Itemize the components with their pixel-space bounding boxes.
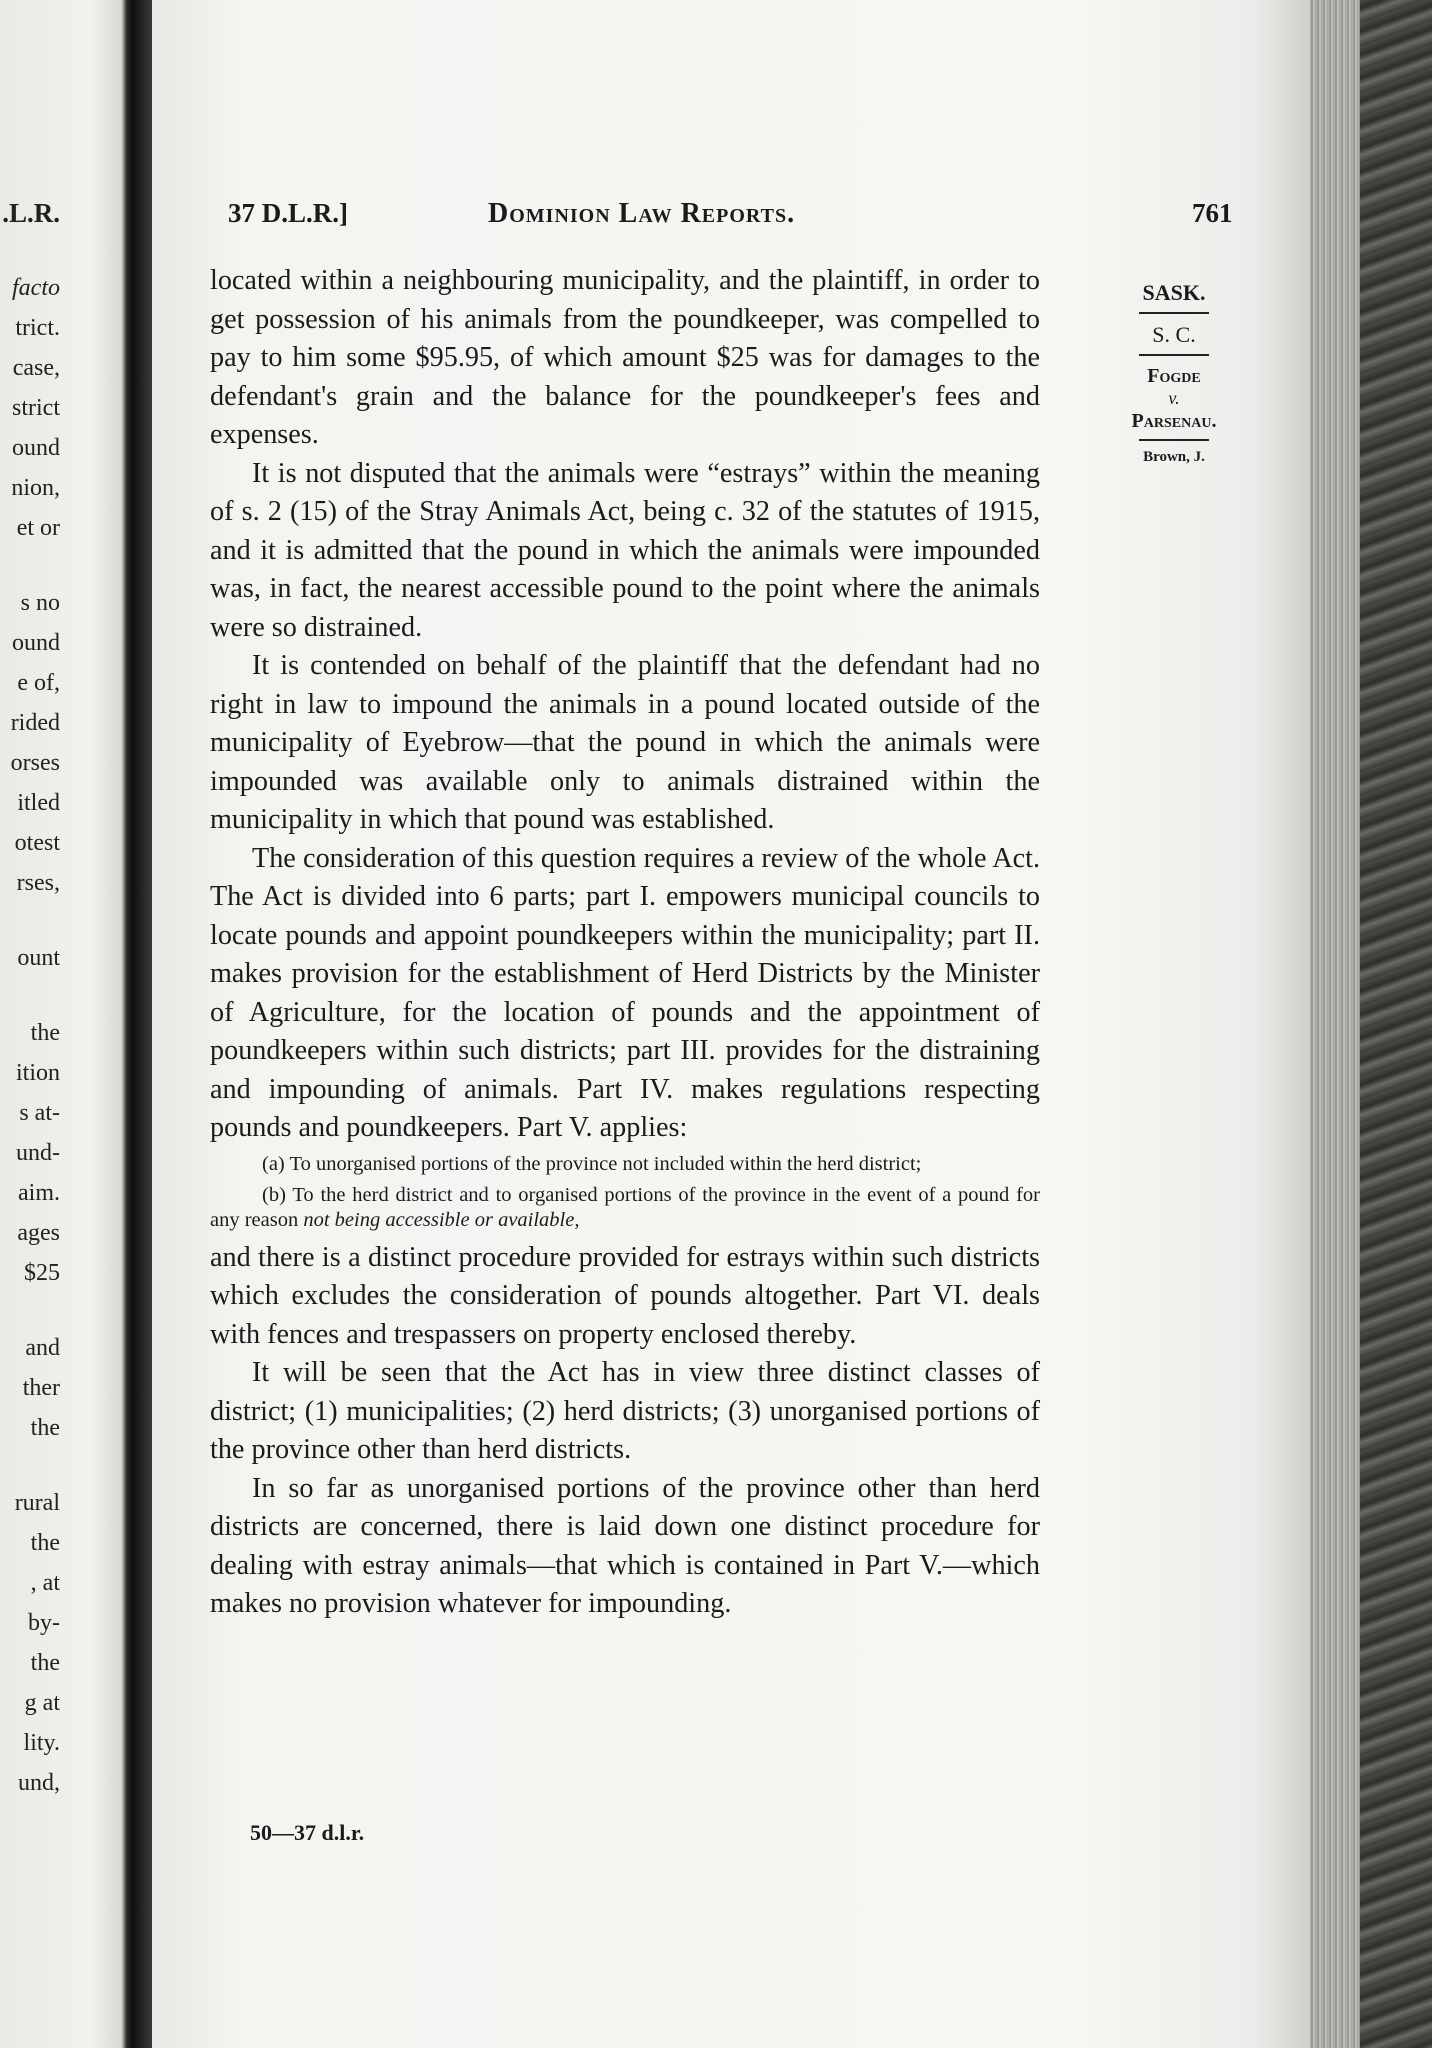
versus: v. (1168, 388, 1180, 408)
publication-title: Dominion Law Reports. (488, 198, 796, 229)
left-page-text-fragment: $25 (24, 1260, 60, 1286)
paragraph: It is not disputed that the animals were “estrays” within the meaning of s. 2 (15) of the Stray Animals Act, being c. 32 of the statutes of 1915, and it is admitted that the pound in which the animals were impounded was, in fact, the nearest accessible pound to the point where the animals were so distrained. (210, 457, 1040, 643)
paragraph: located within a neighbouring municipality, and the plaintiff, in order to get possession of his animals from the poundkeeper, was compelled to pay to him some $95.95, of which amount $25 was for damages to the defendant's grain and the balance for the poundkeeper's fees and expenses. (210, 265, 1040, 450)
left-page-text-fragment: g at (24, 1690, 60, 1716)
left-page-text-fragment: et or (16, 515, 60, 541)
page (152, 0, 1310, 2048)
left-page-text-fragment: strict (12, 395, 60, 421)
page-edges (1310, 0, 1360, 2048)
left-page-text-fragment: rses, (16, 870, 60, 896)
left-page-text-fragment: nion, (11, 475, 60, 501)
quote-b-emphasis: not being accessible or available, (303, 1208, 580, 1231)
left-page-fragment (0, 0, 132, 2048)
left-page-text-fragment: orses (10, 750, 60, 776)
left-page-text-fragment: facto (12, 275, 60, 301)
book-gutter (132, 0, 152, 2048)
court-label: S. C. (1152, 322, 1196, 347)
judge-label: Brown, J. (1143, 449, 1205, 465)
left-page-text-fragment: trict. (15, 315, 60, 341)
left-page-text-fragment: und, (18, 1770, 60, 1796)
left-page-text-fragment: und- (16, 1140, 60, 1166)
left-page-text-fragment: rural (14, 1490, 60, 1516)
left-page-text-fragment: s at- (19, 1100, 60, 1126)
province-label: SASK. (1142, 280, 1206, 305)
quote-b-text: (b) To the herd district and to organised portions of the province in the event of a pound for any reason (210, 1183, 1040, 1231)
left-page-text-fragment: by- (28, 1610, 60, 1636)
party-two: Parsenau. (1131, 410, 1217, 432)
margin-notes (1104, 280, 1244, 466)
left-page-text-fragment: ages (17, 1220, 60, 1246)
left-page-text-fragment: s no (20, 590, 60, 616)
paragraph: It is contended on behalf of the plaintiff that the defendant had no right in law to impound the animals in a pound located outside of the municipality of Eyebrow—that the pound in which the animals were impounded was available only to animals distrained within the municipality in which that pound was established. (210, 650, 1040, 835)
left-page-text-fragment: lity. (23, 1730, 60, 1756)
paragraph: The consideration of this question requires a review of the whole Act. The Act is divided into 6 parts; part I. empowers municipal councils to locate pounds and appoint poundkeepers within the municipality; part II. makes provision for the establishment of Herd Districts by the Minister of Agriculture, for the location of pounds and the appointment of poundkeepers within such districts; part III. provides for the distraining and impounding of animals. Part IV. makes regulations respecting pounds and poundkeepers. Part V. applies: (210, 842, 1040, 1143)
paragraph: It will be seen that the Act has in view three distinct classes of district; (1) municipalities; (2) herd districts; (3) unorganised portions of the province other than herd districts. (210, 1357, 1040, 1465)
page-number: 761 (1192, 198, 1233, 228)
left-page-text-fragment: itled (17, 790, 60, 816)
left-page-text-fragment: otest (14, 830, 60, 856)
left-page-text-fragment: e of, (17, 670, 60, 696)
left-page-text-fragment: case, (12, 355, 60, 381)
left-page-text-fragment: .L.R. (2, 198, 60, 228)
left-page-text-fragment: ther (22, 1375, 60, 1401)
paragraph: In so far as unorganised portions of the province other than herd districts are concerned, there is laid down one distinct procedure for dealing with estray animals—that which is contained in Part V.—which makes no provision whatever for impounding. (210, 1472, 1040, 1619)
party-one: Fogde (1147, 365, 1201, 387)
left-page-text-fragment: ound (12, 435, 60, 461)
left-page-text-fragment: , at (30, 1570, 60, 1596)
left-page-text-fragment: and (25, 1335, 60, 1361)
quoted-clause-b (210, 1183, 1040, 1233)
left-page-text-fragment: the (30, 1530, 60, 1556)
volume-reference: 37 D.L.R.] (228, 198, 348, 228)
left-page-text-fragment: aim. (18, 1180, 60, 1206)
left-page-text-fragment: the (30, 1415, 60, 1441)
divider (1139, 354, 1209, 356)
left-page-text-fragment: the (30, 1020, 60, 1046)
left-page-text-fragment: rided (10, 710, 60, 736)
divider (1139, 439, 1209, 441)
left-page-text-fragment: ition (15, 1060, 60, 1086)
left-page-text-fragment: ound (12, 630, 60, 656)
body-text (210, 262, 1040, 1624)
left-page-text-fragment: ount (17, 945, 60, 971)
divider (1139, 312, 1209, 314)
quoted-clause-a: (a) To unorganised portions of the province not included within the herd district; (262, 1152, 922, 1175)
left-page-text-fragment: the (30, 1650, 60, 1676)
paragraph: and there is a distinct procedure provided for estrays within such districts which excludes the consideration of pounds altogether. Part VI. deals with fences and trespassers on property enclosed thereby. (210, 1241, 1040, 1350)
signature-mark: 50—37 d.l.r. (250, 1820, 365, 1845)
book-binding (1360, 0, 1432, 2048)
running-header (152, 198, 1310, 238)
